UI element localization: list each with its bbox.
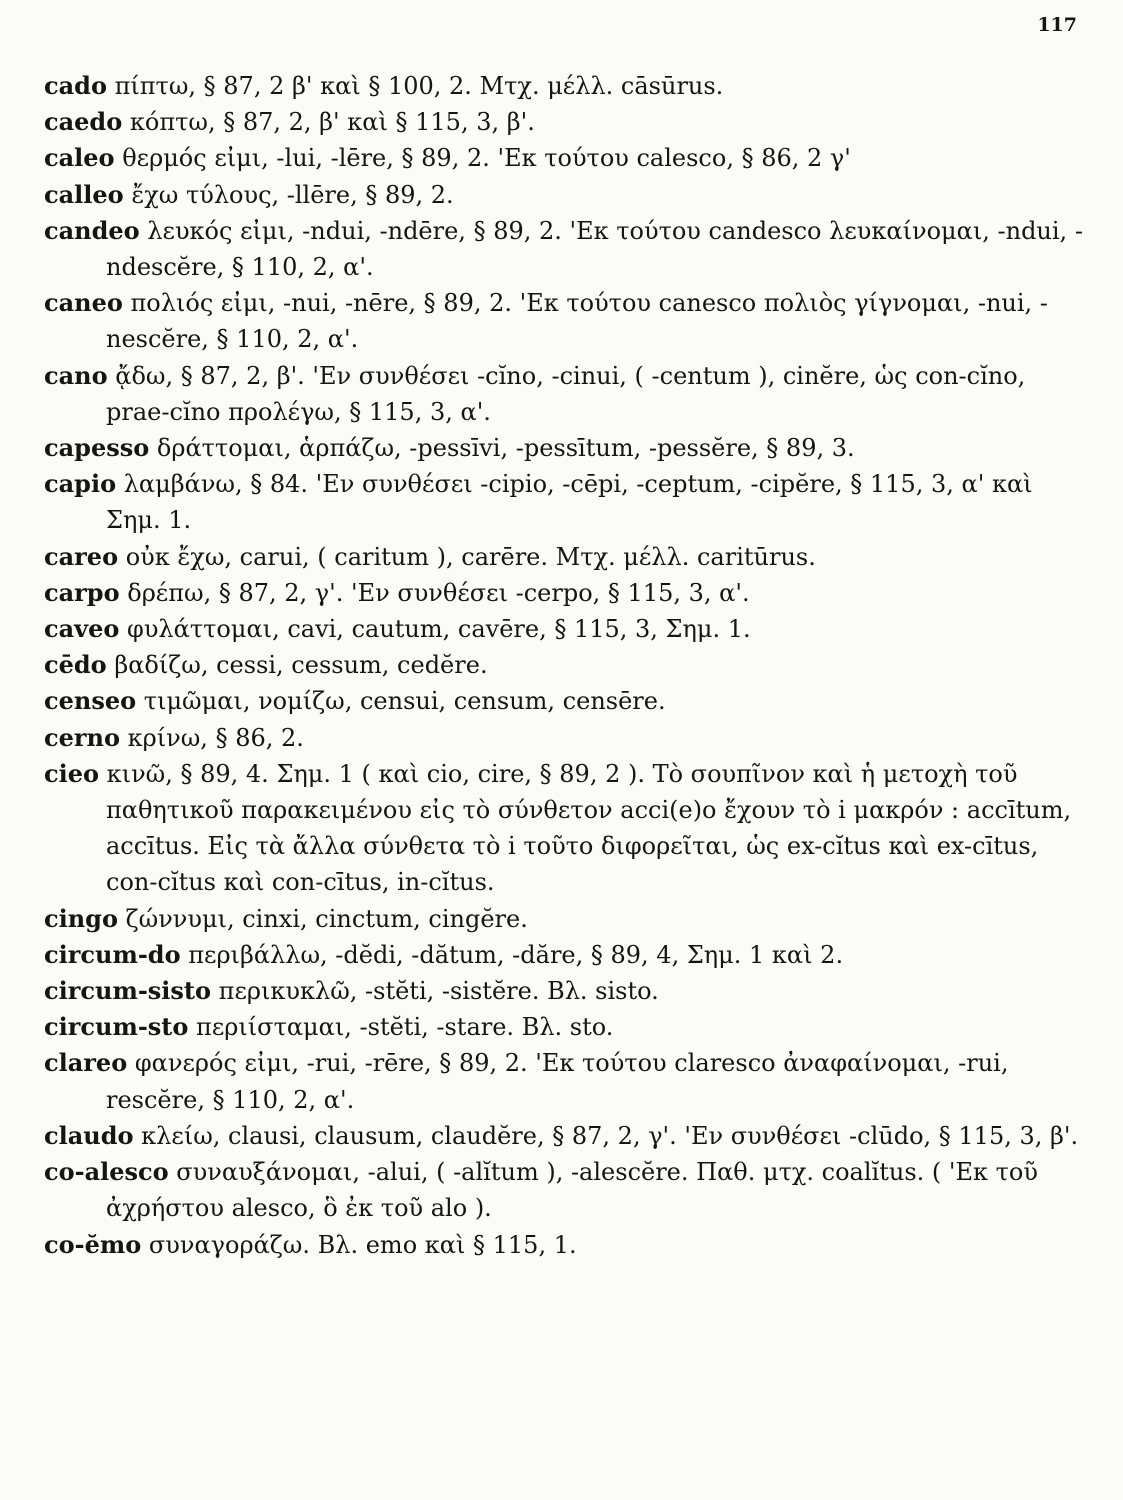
entry-text: συναυξάνομαι, -alui, ( -alĭtum ), -alescĕre. Παθ. μτχ. coalĭtus. ( 'Εκ τοῦ ἀχρήστου alesco, ὃ ἐκ τοῦ alo ).: [106, 1158, 1038, 1223]
entry-lemma: cado: [44, 71, 107, 100]
entry-text: δρέπω, § 87, 2, γ'. 'Εν συνθέσει -cerpo, § 115, 3, α'.: [127, 578, 750, 607]
entry-lemma: circum-sisto: [44, 976, 212, 1006]
entry-lemma: co-alesco: [44, 1157, 169, 1187]
entry-lemma: circum-sto: [44, 1012, 189, 1042]
entry-lemma: caneo: [44, 288, 123, 318]
entry-circum-do: [44, 937, 1094, 973]
entry-lemma: calleo: [44, 179, 124, 209]
entry-careo: [44, 539, 1094, 575]
entry-censeo: [44, 683, 1094, 719]
entry-lemma: cingo: [44, 903, 118, 933]
entry-text: πίπτω, § 87, 2 β' καὶ § 100, 2. Μτχ. μέλλ. cāsūrus.: [114, 72, 724, 100]
entry-text: βαδίζω, cessi, cessum, cedĕre.: [114, 651, 488, 680]
entry-carpo: [44, 575, 1094, 611]
entry-text: οὐκ ἔχω, carui, ( caritum ), carēre. Μτχ. μέλλ. caritūrus.: [125, 542, 816, 571]
entry-cingo: [44, 901, 1094, 937]
entry-circum-sisto: [44, 973, 1094, 1009]
entry-lemma: careo: [44, 541, 119, 571]
entry-cedo: [44, 647, 1094, 683]
entry-lemma: censeo: [44, 686, 137, 716]
entry-capio: [44, 466, 1094, 538]
entry-cieo: [44, 756, 1094, 901]
entry-lemma: candeo: [44, 215, 140, 245]
page-number: 117: [1037, 14, 1077, 36]
entry-cado: [44, 68, 1094, 104]
entry-lemma: caedo: [44, 107, 123, 137]
entry-lemma: cano: [44, 360, 108, 390]
entry-lemma: capesso: [44, 433, 150, 463]
entry-lemma: capio: [44, 469, 117, 499]
entry-caleo: [44, 140, 1094, 176]
entry-lemma: claudo: [44, 1120, 134, 1150]
entry-text: περιίσταμαι, -stĕti, -stare. Βλ. sto.: [196, 1013, 614, 1042]
entry-lemma: circum-do: [44, 939, 181, 969]
entry-co-alesco: [44, 1154, 1094, 1226]
entry-lemma: carpo: [44, 577, 120, 607]
entry-lemma: caveo: [44, 614, 120, 644]
entry-text: φανερός εἰμι, -rui, -rēre, § 89, 2. 'Εκ τούτου claresco ἀναφαίνομαι, -rui, rescĕre, § 110, 2, α'.: [106, 1049, 1009, 1114]
entry-text: συναγοράζω. Βλ. emo καὶ § 115, 1.: [148, 1230, 577, 1259]
entry-clareo: [44, 1045, 1094, 1117]
entry-claudo: [44, 1118, 1094, 1154]
entry-lemma: caleo: [44, 143, 115, 173]
entry-candeo: [44, 213, 1094, 285]
entry-text: ζώννυμι, cinxi, cinctum, cingĕre.: [125, 904, 528, 933]
entry-lemma: cieo: [44, 758, 100, 788]
entry-text: περιβάλλω, -dĕdi, -dătum, -dăre, § 89, 4, Σημ. 1 καὶ 2.: [188, 940, 844, 969]
entry-calleo: [44, 177, 1094, 213]
entry-circum-sto: [44, 1009, 1094, 1045]
entry-caneo: [44, 285, 1094, 357]
entry-lemma: co-ĕmo: [44, 1229, 142, 1259]
entry-caedo: [44, 104, 1094, 140]
entry-lemma: cerno: [44, 722, 120, 752]
entry-text: φυλάττομαι, cavi, cautum, cavēre, § 115, 3, Σημ. 1.: [127, 615, 751, 644]
entry-text: κλείω, clausi, clausum, claudĕre, § 87, 2, γ'. 'Εν συνθέσει -clūdo, § 115, 3, β'.: [141, 1121, 1079, 1150]
entry-text: λαμβάνω, § 84. 'Εν συνθέσει -cipio, -cēpi, -ceptum, -cipĕre, § 115, 3, α' καὶ Σημ. 1.: [106, 470, 1033, 535]
entry-text: πολιός εἰμι, -nui, -nēre, § 89, 2. 'Εκ τούτου canesco πολιὸς γίγνομαι, -nui, -nescĕre, § 110, 2, α'.: [106, 289, 1048, 354]
entry-text: δράττομαι, ἁρπάζω, -pessīvi, -pessītum, -pessĕre, § 89, 3.: [156, 434, 855, 463]
entry-cerno: [44, 720, 1094, 756]
entry-cano: [44, 358, 1094, 430]
entry-text: ἔχω τύλους, -llēre, § 89, 2.: [131, 180, 454, 209]
entry-text: ᾄδω, § 87, 2, β'. 'Εν συνθέσει -cĭno, -cinui, ( -centum ), cinĕre, ὡς con-cĭno, prae-cĭno προλέγω, § 115, 3, α'.: [106, 361, 1026, 426]
entry-capesso: [44, 430, 1094, 466]
entry-lemma: clareo: [44, 1048, 128, 1078]
entry-co-emo: [44, 1227, 1094, 1263]
entry-text: τιμῶμαι, νομίζω, censui, censum, censēre.: [143, 687, 666, 716]
entry-text: λευκός εἰμι, -ndui, -ndēre, § 89, 2. 'Εκ τούτου candesco λευκαίνομαι, -ndui, -ndescĕre, § 110, 2, α'.: [106, 216, 1083, 282]
entry-text: θερμός εἰμι, -lui, -lēre, § 89, 2. 'Εκ τούτου calesco, § 86, 2 γ': [122, 144, 851, 173]
entry-text: περικυκλῶ, -stĕti, -sistĕre. Βλ. sisto.: [218, 977, 659, 1006]
entry-text: κινῶ, § 89, 4. Σημ. 1 ( καὶ cio, cire, § 89, 2 ). Τὸ σουπῖνον καὶ ἡ μετοχὴ τοῦ παθητικοῦ παρακειμένου εἰς τὸ σύνθετον acci(e)o ἔχουν τὸ i μακρόν : accītum, accītus. Εἰς τὰ ἄλλα σύνθετα τὸ i τοῦτο διφορεῖται, ὡς ex-cĭtus καὶ ex-cītus, con-cĭtus καὶ con-cītus, in-cĭtus.: [106, 759, 1072, 897]
entry-caveo: [44, 611, 1094, 647]
dictionary-entries: [44, 68, 1094, 1263]
entry-lemma: cēdo: [44, 650, 107, 680]
entry-text: κρίνω, § 86, 2.: [127, 723, 304, 752]
entry-text: κόπτω, § 87, 2, β' καὶ § 115, 3, β'.: [129, 108, 535, 137]
